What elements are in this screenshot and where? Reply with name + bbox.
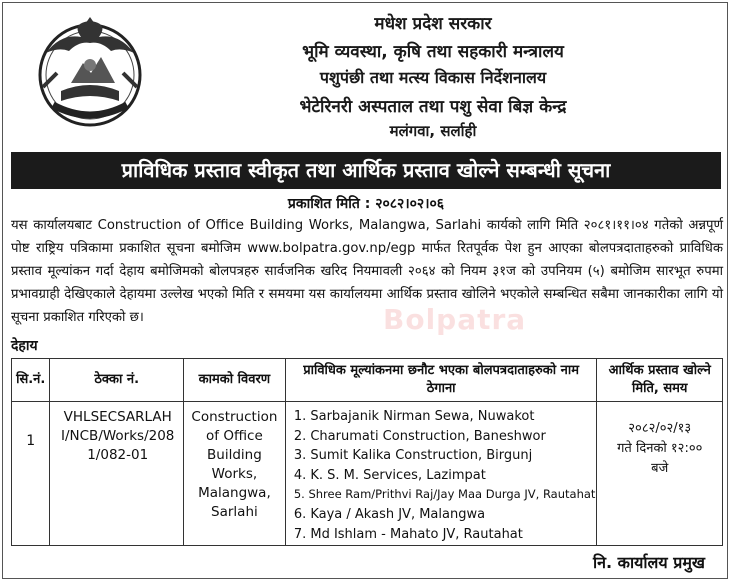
opening-datetime (598, 403, 721, 479)
notice-title-banner: प्राविधिक प्रस्ताव स्वीकृत तथा आर्थिक प्रस्ताव खोल्ने सम्बन्धी सूचना (11, 152, 721, 189)
office-name: भेटेरिनरी अस्पताल तथा पशु सेवा बिज्ञ केन्द्र (299, 97, 567, 117)
bidder-item: 5. Shree Ram/Prithvi Raj/Jay Maa Durga JV, Rautahat (293, 487, 596, 502)
row-contract-cell (50, 402, 184, 546)
province-emblem-icon (31, 13, 149, 131)
row-work: Construction of Office Building Works, Malangwa, Sarlahi (191, 409, 278, 520)
bidder-list (287, 403, 596, 544)
bidder-item: 3. Sumit Kalika Construction, Birgunj (293, 448, 533, 464)
table-row (12, 402, 723, 546)
opening-time: गते दिनको १२:०० (617, 441, 703, 456)
directorate-name: पशुपंछी तथा मत्स्य विकास निर्देशनालय (319, 68, 547, 87)
province-government: मधेश प्रदेश सरकार (374, 14, 492, 34)
office-location: मलंगवा, सर्लाही (389, 122, 477, 140)
bidder-item: 7. Md Ishlam - Mahato JV, Rautahat (293, 526, 523, 542)
row-work-cell (184, 402, 286, 546)
col-sn: सि.नं. (12, 359, 50, 402)
row-bidders-cell (285, 402, 597, 546)
bidder-item: 6. Kaya / Akash JV, Malangwa (293, 506, 486, 522)
watermark: Bolpatra (383, 303, 527, 336)
row-contract: VHLSECSARLAHI/NCB/Works/2081/082-01 (61, 409, 175, 463)
col-contract: ठेक्का नं. (50, 359, 184, 402)
signature-title: नि. कार्यालय प्रमुख (593, 553, 705, 572)
table-header-row (12, 359, 723, 402)
notice-page (2, 2, 728, 579)
row-sn: 1 (26, 433, 36, 449)
bidder-item: 4. K. S. M. Services, Lazimpat (293, 467, 486, 483)
col-work: कामको विवरण (184, 359, 286, 402)
schedule-label: देहाय (11, 338, 38, 354)
row-sn-cell (12, 402, 50, 546)
col-opening: आर्थिक प्रस्ताव खोल्ने मिति, समय (597, 359, 723, 402)
opening-suffix: बजे (651, 461, 669, 476)
notice-body: यस कार्यालयबाट Construction of Office Building Works, Malangwa, Sarlahi कार्यको लागि मिति २०८१।११।०४ गतेको अन्नपूर्ण पोष्ट राष्ट्रिय पत्रिकामा प्रकाशित सूचना बमोजिम www.bolpatra.gov.np/egp मार्फत रितपूर्वक पेश हुन आएका बोलपत्रदाताहरुको प्राविधिक प्रस्ताव मूल्यांकन गर्दा देहाय बमोजिमको बोलपत्रहरु सार्वजनिक खरिद नियमावली २०६४ को नियम ३१ज को उपनियम (५) बमोजिम सारभूत रुपमा प्रभावग्राही देखिएकाले देहायमा उल्लेख भएको मिति र समयमा यस कार्यालयमा आर्थिक प्रस्ताव खोलिने भएकोले सम्बन्धित सबैमा जानकारीका लागि यो सूचना प्रकाशित गरिएको छ। (11, 218, 723, 325)
bidder-item: 1. Sarbajanik Nirman Sewa, Nuwakot (293, 409, 535, 424)
row-opening-cell (597, 402, 723, 546)
published-date: प्रकाशित मिति : २०८२।०२।०६ (287, 196, 445, 212)
opening-date: २०८२/०२/१३ (628, 421, 692, 436)
ministry-name: भूमि व्यवस्था, कृषि तथा सहकारी मन्त्रालय (302, 42, 564, 62)
col-bidders: प्राविधिक मूल्यांकनमा छनौट भएका बोलपत्रदाताहरुको नाम ठेगाना (285, 359, 597, 402)
bidder-item: 2. Charumati Construction, Baneshwor (293, 428, 546, 444)
bid-table (11, 358, 723, 546)
